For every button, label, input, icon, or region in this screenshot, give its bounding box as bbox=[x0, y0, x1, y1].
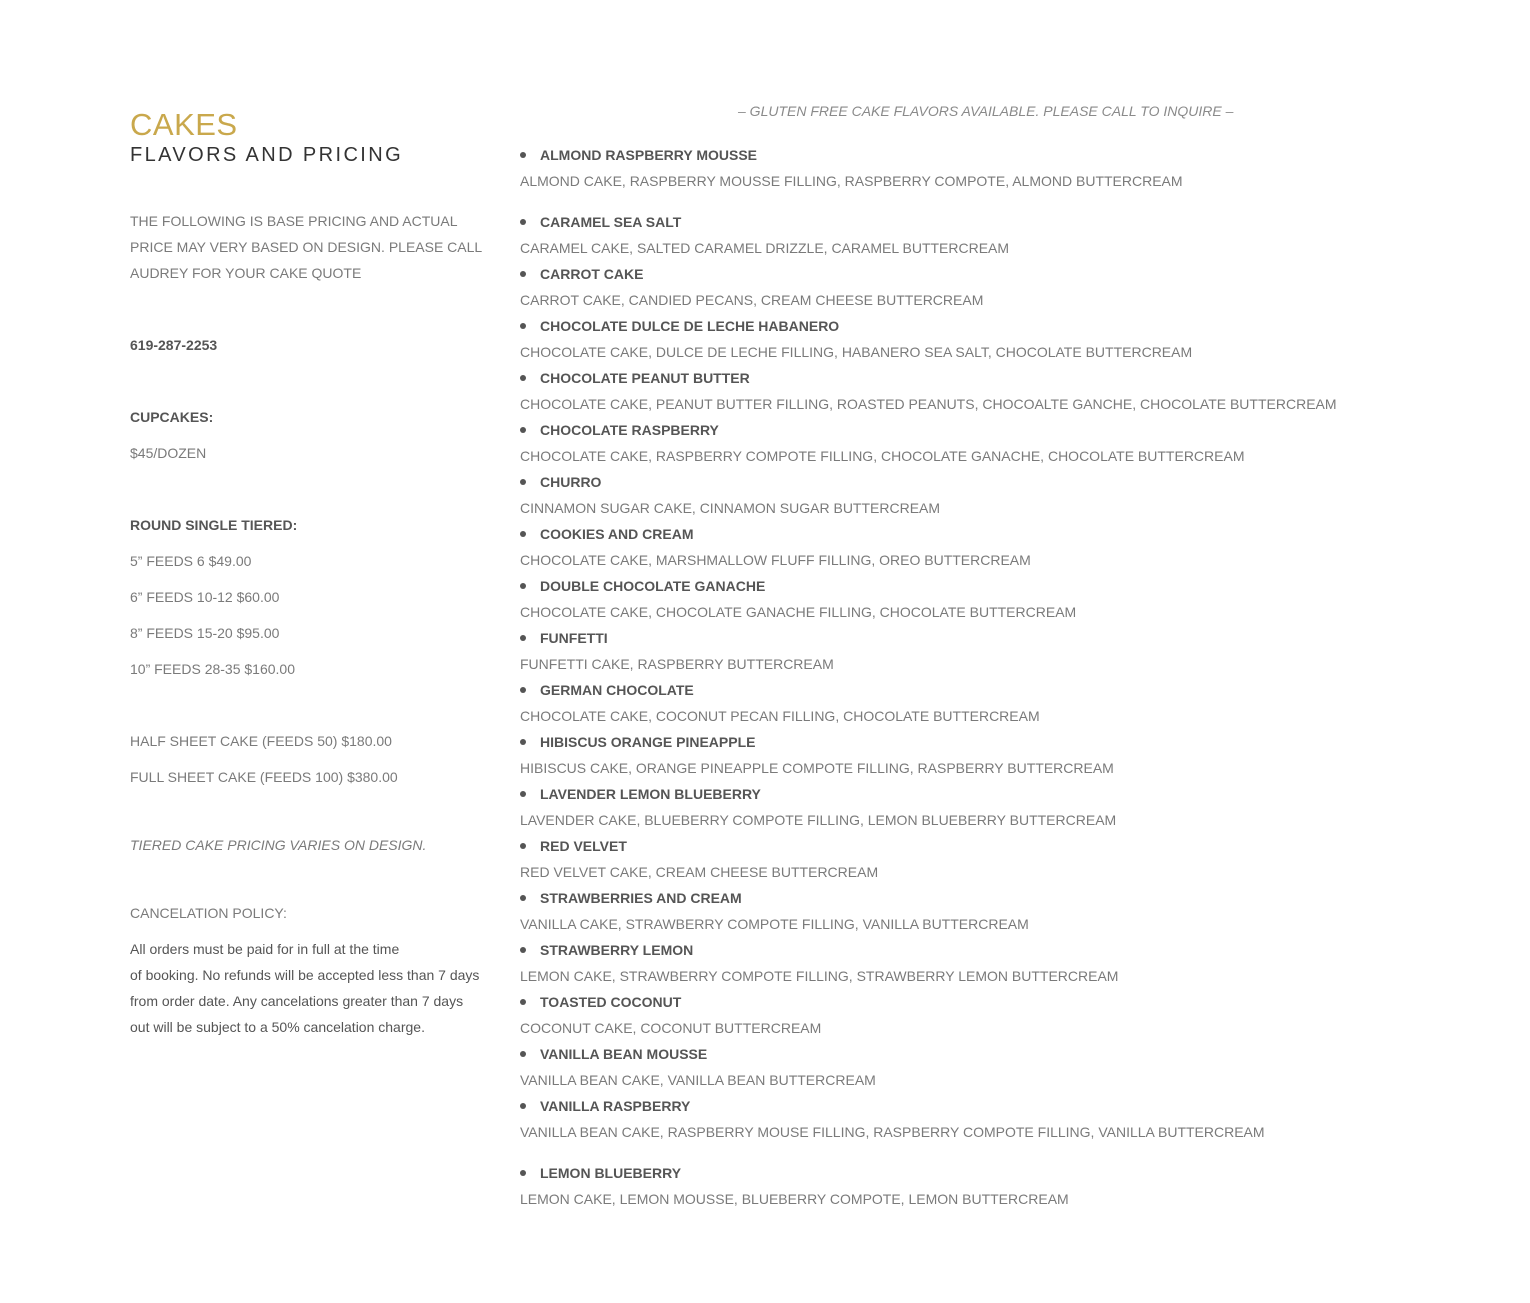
tiered-pricing-note: TIERED CAKE PRICING VARIES ON DESIGN. bbox=[130, 837, 427, 853]
flavor-description: LEMON CAKE, STRAWBERRY COMPOTE FILLING, STRAWBERRY LEMON BUTTERCREAM bbox=[520, 968, 1119, 984]
flavor-name: VANILLA RASPBERRY bbox=[520, 1093, 1400, 1119]
flavor-item bbox=[520, 313, 1400, 365]
flavor-item bbox=[520, 573, 1400, 625]
flavor-description: CARROT CAKE, CANDIED PECANS, CREAM CHEESE BUTTERCREAM bbox=[520, 292, 984, 308]
pricing-column bbox=[130, 108, 490, 1040]
flavor-item bbox=[520, 261, 1400, 313]
flavor-item bbox=[520, 1160, 1400, 1212]
flavor-description: CHOCOLATE CAKE, CHOCOLATE GANACHE FILLING, CHOCOLATE BUTTERCREAM bbox=[520, 604, 1077, 620]
flavor-description: CHOCOLATE CAKE, DULCE DE LECHE FILLING, HABANERO SEA SALT, CHOCOLATE BUTTERCREAM bbox=[520, 344, 1193, 360]
flavor-description: VANILLA CAKE, STRAWBERRY COMPOTE FILLING, VANILLA BUTTERCREAM bbox=[520, 916, 1029, 932]
round-tiered-heading: ROUND SINGLE TIERED: bbox=[130, 517, 298, 533]
flavor-name: CARAMEL SEA SALT bbox=[520, 209, 1400, 235]
flavor-name: LEMON BLUEBERRY bbox=[520, 1160, 1400, 1186]
phone-number[interactable]: 619-287-2253 bbox=[130, 337, 218, 353]
flavor-name: VANILLA BEAN MOUSSE bbox=[520, 1041, 1400, 1067]
flavor-name: GERMAN CHOCOLATE bbox=[520, 677, 1400, 703]
flavor-description: CHOCOLATE CAKE, PEANUT BUTTER FILLING, ROASTED PEANUTS, CHOCOALTE GANCHE, CHOCOLATE BUTTERCREAM bbox=[520, 396, 1337, 412]
flavor-description: CHOCOLATE CAKE, COCONUT PECAN FILLING, CHOCOLATE BUTTERCREAM bbox=[520, 708, 1040, 724]
flavor-description: LEMON CAKE, LEMON MOUSSE, BLUEBERRY COMPOTE, LEMON BUTTERCREAM bbox=[520, 1191, 1069, 1207]
policy-line: All orders must be paid for in full at the time bbox=[130, 941, 400, 957]
flavor-description: RED VELVET CAKE, CREAM CHEESE BUTTERCREAM bbox=[520, 864, 879, 880]
flavor-item bbox=[520, 1093, 1400, 1145]
flavor-name: STRAWBERRIES AND CREAM bbox=[520, 885, 1400, 911]
flavor-name: LAVENDER LEMON BLUEBERRY bbox=[520, 781, 1400, 807]
cancelation-policy bbox=[130, 936, 490, 1040]
flavor-description: ALMOND CAKE, RASPBERRY MOUSSE FILLING, RASPBERRY COMPOTE, ALMOND BUTTERCREAM bbox=[520, 173, 1183, 189]
policy-line: out will be subject to a 50% cancelation charge. bbox=[130, 1019, 425, 1035]
flavor-item bbox=[520, 365, 1400, 417]
flavor-name: STRAWBERRY LEMON bbox=[520, 937, 1400, 963]
round-price-10in: 10” FEEDS 28-35 $160.00 bbox=[130, 661, 295, 677]
round-price-8in: 8” FEEDS 15-20 $95.00 bbox=[130, 625, 280, 641]
flavor-item bbox=[520, 209, 1400, 261]
flavor-name: RED VELVET bbox=[520, 833, 1400, 859]
flavor-description: COCONUT CAKE, COCONUT BUTTERCREAM bbox=[520, 1020, 822, 1036]
flavor-item bbox=[520, 521, 1400, 573]
flavor-name: ALMOND RASPBERRY MOUSSE bbox=[520, 142, 1400, 168]
flavor-description: CARAMEL CAKE, SALTED CARAMEL DRIZZLE, CARAMEL BUTTERCREAM bbox=[520, 240, 1010, 256]
cupcakes-price: $45/DOZEN bbox=[130, 445, 207, 461]
flavor-description: FUNFETTI CAKE, RASPBERRY BUTTERCREAM bbox=[520, 656, 834, 672]
flavor-item bbox=[520, 469, 1400, 521]
round-price-5in: 5” FEEDS 6 $49.00 bbox=[130, 553, 252, 569]
cancelation-heading: CANCELATION POLICY: bbox=[130, 905, 287, 921]
page-subtitle: FLAVORS AND PRICING bbox=[130, 144, 404, 166]
round-price-6in: 6” FEEDS 10-12 $60.00 bbox=[130, 589, 280, 605]
policy-line: of booking. No refunds will be accepted less than 7 days bbox=[130, 967, 480, 983]
flavor-name: HIBISCUS ORANGE PINEAPPLE bbox=[520, 729, 1400, 755]
flavor-name: CARROT CAKE bbox=[520, 261, 1400, 287]
pricing-intro: THE FOLLOWING IS BASE PRICING AND ACTUAL PRICE MAY VERY BASED ON DESIGN. PLEASE CALL AUDREY FOR YOUR CAKE QUOTE bbox=[130, 213, 482, 281]
flavor-item bbox=[520, 417, 1400, 469]
half-sheet-price: HALF SHEET CAKE (FEEDS 50) $180.00 bbox=[130, 733, 392, 749]
gluten-free-note: – GLUTEN FREE CAKE FLAVORS AVAILABLE. PLEASE CALL TO INQUIRE – bbox=[738, 103, 1234, 119]
flavor-description: VANILLA BEAN CAKE, VANILLA BEAN BUTTERCREAM bbox=[520, 1072, 876, 1088]
flavor-name: CHOCOLATE RASPBERRY bbox=[520, 417, 1400, 443]
flavor-name: DOUBLE CHOCOLATE GANACHE bbox=[520, 573, 1400, 599]
flavor-description: VANILLA BEAN CAKE, RASPBERRY MOUSE FILLING, RASPBERRY COMPOTE FILLING, VANILLA BUTTERCREAM bbox=[520, 1124, 1265, 1140]
flavor-item bbox=[520, 885, 1400, 937]
flavors-column bbox=[520, 98, 1400, 1212]
policy-line: from order date. Any cancelations greater than 7 days bbox=[130, 993, 464, 1009]
flavor-name: CHOCOLATE PEANUT BUTTER bbox=[520, 365, 1400, 391]
full-sheet-price: FULL SHEET CAKE (FEEDS 100) $380.00 bbox=[130, 769, 398, 785]
flavor-item bbox=[520, 989, 1400, 1041]
flavor-name: CHURRO bbox=[520, 469, 1400, 495]
flavor-name: COOKIES AND CREAM bbox=[520, 521, 1400, 547]
flavor-item bbox=[520, 729, 1400, 781]
flavor-list bbox=[520, 142, 1400, 1212]
flavor-description: LAVENDER CAKE, BLUEBERRY COMPOTE FILLING, LEMON BLUEBERRY BUTTERCREAM bbox=[520, 812, 1117, 828]
flavor-item bbox=[520, 833, 1400, 885]
flavor-description: CINNAMON SUGAR CAKE, CINNAMON SUGAR BUTTERCREAM bbox=[520, 500, 941, 516]
flavor-item bbox=[520, 937, 1400, 989]
cupcakes-heading: CUPCAKES: bbox=[130, 409, 214, 425]
flavor-item bbox=[520, 781, 1400, 833]
flavor-item bbox=[520, 1041, 1400, 1093]
flavor-name: CHOCOLATE DULCE DE LECHE HABANERO bbox=[520, 313, 1400, 339]
page-title: CAKES bbox=[130, 107, 238, 142]
flavor-item bbox=[520, 142, 1400, 194]
flavor-item bbox=[520, 677, 1400, 729]
flavor-description: HIBISCUS CAKE, ORANGE PINEAPPLE COMPOTE FILLING, RASPBERRY BUTTERCREAM bbox=[520, 760, 1114, 776]
flavor-description: CHOCOLATE CAKE, RASPBERRY COMPOTE FILLING, CHOCOLATE GANACHE, CHOCOLATE BUTTERCREAM bbox=[520, 448, 1245, 464]
flavor-description: CHOCOLATE CAKE, MARSHMALLOW FLUFF FILLING, OREO BUTTERCREAM bbox=[520, 552, 1031, 568]
flavor-name: TOASTED COCONUT bbox=[520, 989, 1400, 1015]
flavor-item bbox=[520, 625, 1400, 677]
flavor-name: FUNFETTI bbox=[520, 625, 1400, 651]
